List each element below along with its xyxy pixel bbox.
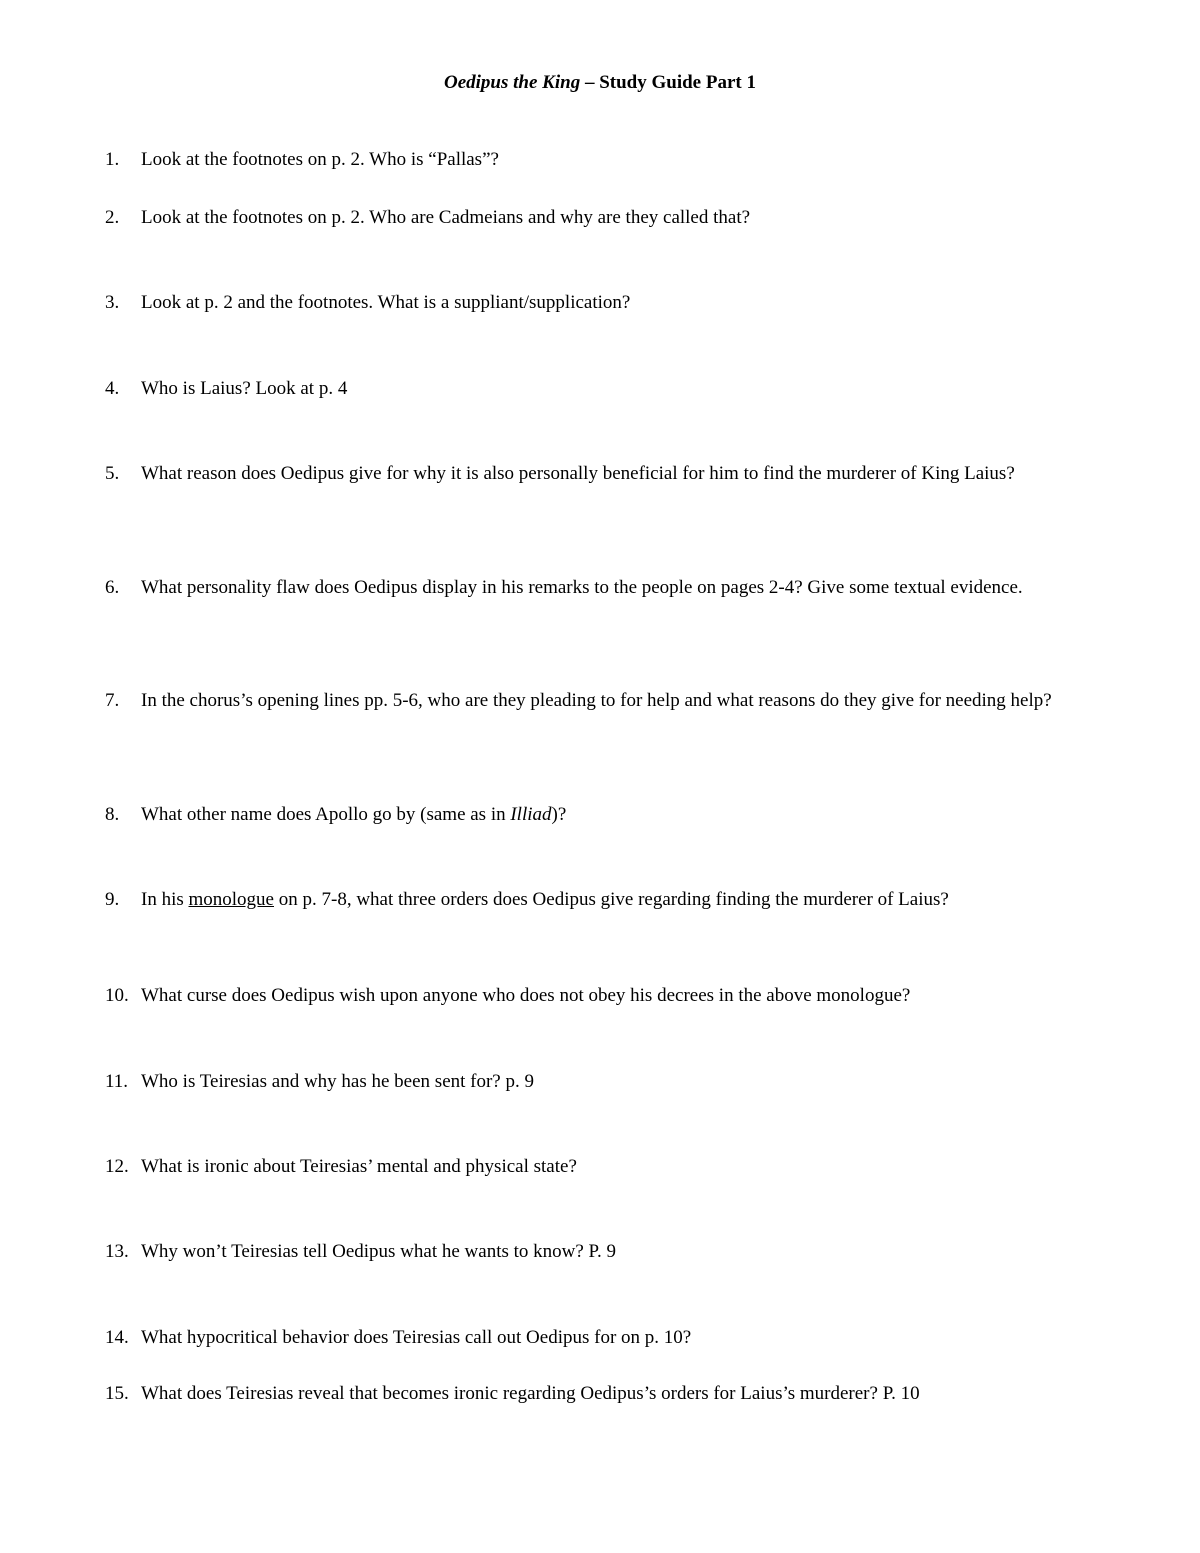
question-text: Look at the footnotes on p. 2. Who are Cadmeians and why are they called that? xyxy=(141,207,751,228)
title-suffix: – Study Guide Part 1 xyxy=(580,72,756,93)
question-text: What does Teiresias reveal that becomes ironic regarding Oedipus’s orders for Laius’s murderer? P. 10 xyxy=(141,1383,920,1404)
question-text-part: on p. 7-8, what three orders does Oedipus give regarding finding the murderer of Laius? xyxy=(274,889,949,910)
question-text: What is ironic about Teiresias’ mental and physical state? xyxy=(141,1156,577,1177)
question-text: Who is Teiresias and why has he been sent for? p. 9 xyxy=(141,1071,534,1092)
question-number: 11. xyxy=(105,1071,129,1092)
question-text: Who is Laius? Look at p. 4 xyxy=(141,378,348,399)
question-text xyxy=(141,886,1141,914)
question-number: 8. xyxy=(105,804,120,825)
question-number: 10. xyxy=(105,985,129,1006)
question-number: 3. xyxy=(105,292,120,313)
question-text xyxy=(141,801,1141,829)
question-number: 4. xyxy=(105,378,120,399)
question-text: Look at the footnotes on p. 2. Who is “Pallas”? xyxy=(141,149,499,170)
question-text: What personality flaw does Oedipus display in his remarks to the people on pages 2-4? Give some textual evidence. xyxy=(141,577,1023,598)
document-title xyxy=(0,72,1200,94)
question-number: 14. xyxy=(105,1327,129,1348)
question-number: 12. xyxy=(105,1156,129,1177)
underlined-term: monologue xyxy=(188,889,274,910)
question-text: What curse does Oedipus wish upon anyone who does not obey his decrees in the above monologue? xyxy=(141,985,911,1006)
question-number: 7. xyxy=(105,690,120,711)
question-number: 15. xyxy=(105,1383,129,1404)
title-play-name: Oedipus the King xyxy=(444,72,581,93)
question-number: 2. xyxy=(105,207,120,228)
question-number: 6. xyxy=(105,577,120,598)
book-title-iliad: Illiad xyxy=(510,804,552,825)
question-number: 1. xyxy=(105,149,120,170)
question-number: 9. xyxy=(105,889,120,910)
question-text: Why won’t Teiresias tell Oedipus what he wants to know? P. 9 xyxy=(141,1241,617,1262)
question-number: 5. xyxy=(105,463,120,484)
question-text: What reason does Oedipus give for why it is also personally beneficial for him to find the murderer of King Laius? xyxy=(141,463,1015,484)
question-text-part: In his xyxy=(141,889,189,910)
question-number: 13. xyxy=(105,1241,129,1262)
question-text-part: What other name does Apollo go by (same as in xyxy=(141,804,511,825)
question-text: In the chorus’s opening lines pp. 5-6, who are they pleading to for help and what reasons do they give for needing help? xyxy=(141,690,1052,711)
question-text-part: )? xyxy=(551,804,567,825)
question-text: Look at p. 2 and the footnotes. What is a suppliant/supplication? xyxy=(141,292,631,313)
question-text: What hypocritical behavior does Teiresias call out Oedipus for on p. 10? xyxy=(141,1327,692,1348)
